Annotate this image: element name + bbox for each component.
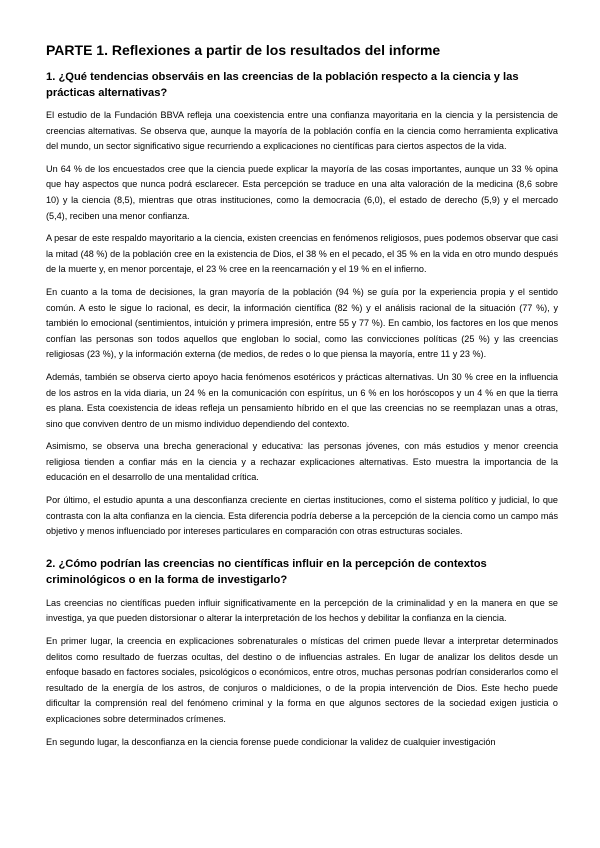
section-2 [46, 556, 558, 750]
section-1-paragraph-4: En cuanto a la toma de decisiones, la gran mayoría de la población (94 %) se guía por la experiencia propia y el sentido común. A esto le sigue lo racional, es decir, la información científica (82 %) y el análisis racional de la situación (77 %), y también lo emocional (sentimientos, intuición y primera impresión, entre 55 y 77 %). En cambio, los factores en los que menos confían las personas son todos aquellos que engloban lo social, como las convicciones políticas (25 %) y las creencias religiosas (23 %), y la información externa (de medios, de redes o lo que piensa la mayoría, entre 11 y 23 %). [46, 286, 558, 360]
section-1-heading: 1. ¿Qué tendencias observáis en las creencias de la población respecto a la ciencia y las prácticas alternativas? [46, 71, 519, 99]
section-1-paragraph-2: Un 64 % de los encuestados cree que la ciencia puede explicar la mayoría de las cosas importantes, aunque un 33 % opina que hay aspectos que nunca podrá esclarecer. Esta percepción se traduce en una alta valoración de la medicina (8,6 sobre 10) y la ciencia (8,5), mientras que otras instituciones, como la democracia (6,0), el estado de derecho (5,9) y el mercado (5,4), reciben una menor confianza. [46, 163, 558, 221]
section-2-paragraph-1: Las creencias no científicas pueden influir significativamente en la percepción de la criminalidad y en la manera en que se investiga, ya que pueden distorsionar o alterar la interpretación de los hechos y debilitar la confianza en la ciencia. [46, 597, 558, 624]
section-1-paragraph-1: El estudio de la Fundación BBVA refleja una coexistencia entre una confianza mayoritaria en la ciencia y la persistencia de creencias alternativas. Se observa que, aunque la mayoría de la población confía en la ciencia como herramienta explicativa del mundo, un sector significativo sigue recurriendo a explicaciones no científicas para ciertos aspectos de la vida. [46, 110, 558, 152]
section-1-paragraph-5: Además, también se observa cierto apoyo hacia fenómenos esotéricos y prácticas alternativas. Un 30 % cree en la influencia de los astros en la vida diaria, un 24 % en la comunicación con espíritus, un 6 % en los horóscopos y un 4 % en que la tierra es plana. Esta coexistencia de ideas refleja un pensamiento híbrido en el que las creencias no se reemplazan unas a otras, sino que conviven dentro de un mismo individuo dependiendo del contexto. [46, 371, 558, 429]
document-title: PARTE 1. Reflexiones a partir de los resultados del informe [46, 42, 441, 58]
section-1-paragraph-7: Por último, el estudio apunta a una desconfianza creciente en ciertas instituciones, como el sistema político y judicial, lo que contrasta con la alta confianza en la ciencia. Esta diferencia podría deberse a la percepción de la ciencia como un campo más objetivo y menos influenciado por intereses particulares en comparación con otras estructuras sociales. [46, 495, 558, 537]
section-1-paragraph-3: A pesar de este respaldo mayoritario a la ciencia, existen creencias en fenómenos religiosos, pues podemos observar que casi la mitad (48 %) de la población cree en la existencia de Dios, el 38 % en el pecado, el 35 % en la vida en otro mundo después de la muerte y, en menor porcentaje, el 23 % cree en la reencarnación y el 19 % en el infierno. [46, 233, 558, 275]
section-2-paragraph-2: En primer lugar, la creencia en explicaciones sobrenaturales o místicas del crimen puede llevar a interpretar determinados delitos como resultado de fuerzas ocultas, del destino o de influencias astrales. En lugar de analizar los delitos desde un enfoque basado en factores sociales, psicológicos o económicos, entre otros, muchas personas podrían considerarlos como el resultado de la energía de los astros, de conjuros o maldiciones, o de la propia intervención de Dios. Este hecho puede dificultar la comprensión real del fenómeno criminal y la forma en que algunos sectores de la sociedad exigen justicia o explicaciones sobre determinados crímenes. [46, 636, 558, 724]
section-1 [46, 69, 558, 540]
section-1-paragraph-6: Asimismo, se observa una brecha generacional y educativa: las personas jóvenes, con más estudios y menor creencia religiosa tienden a confiar más en la ciencia y a rechazar explicaciones alternativas. Esto muestra la importancia de la educación en el desarrollo de una mentalidad crítica. [46, 441, 558, 483]
section-2-paragraph-3: En segundo lugar, la desconfianza en la ciencia forense puede condicionar la validez de cualquier investigación [46, 736, 496, 747]
section-2-heading: 2. ¿Cómo podrían las creencias no científicas influir en la percepción de contextos criminológicos o en la forma de investigarlo? [46, 557, 487, 586]
